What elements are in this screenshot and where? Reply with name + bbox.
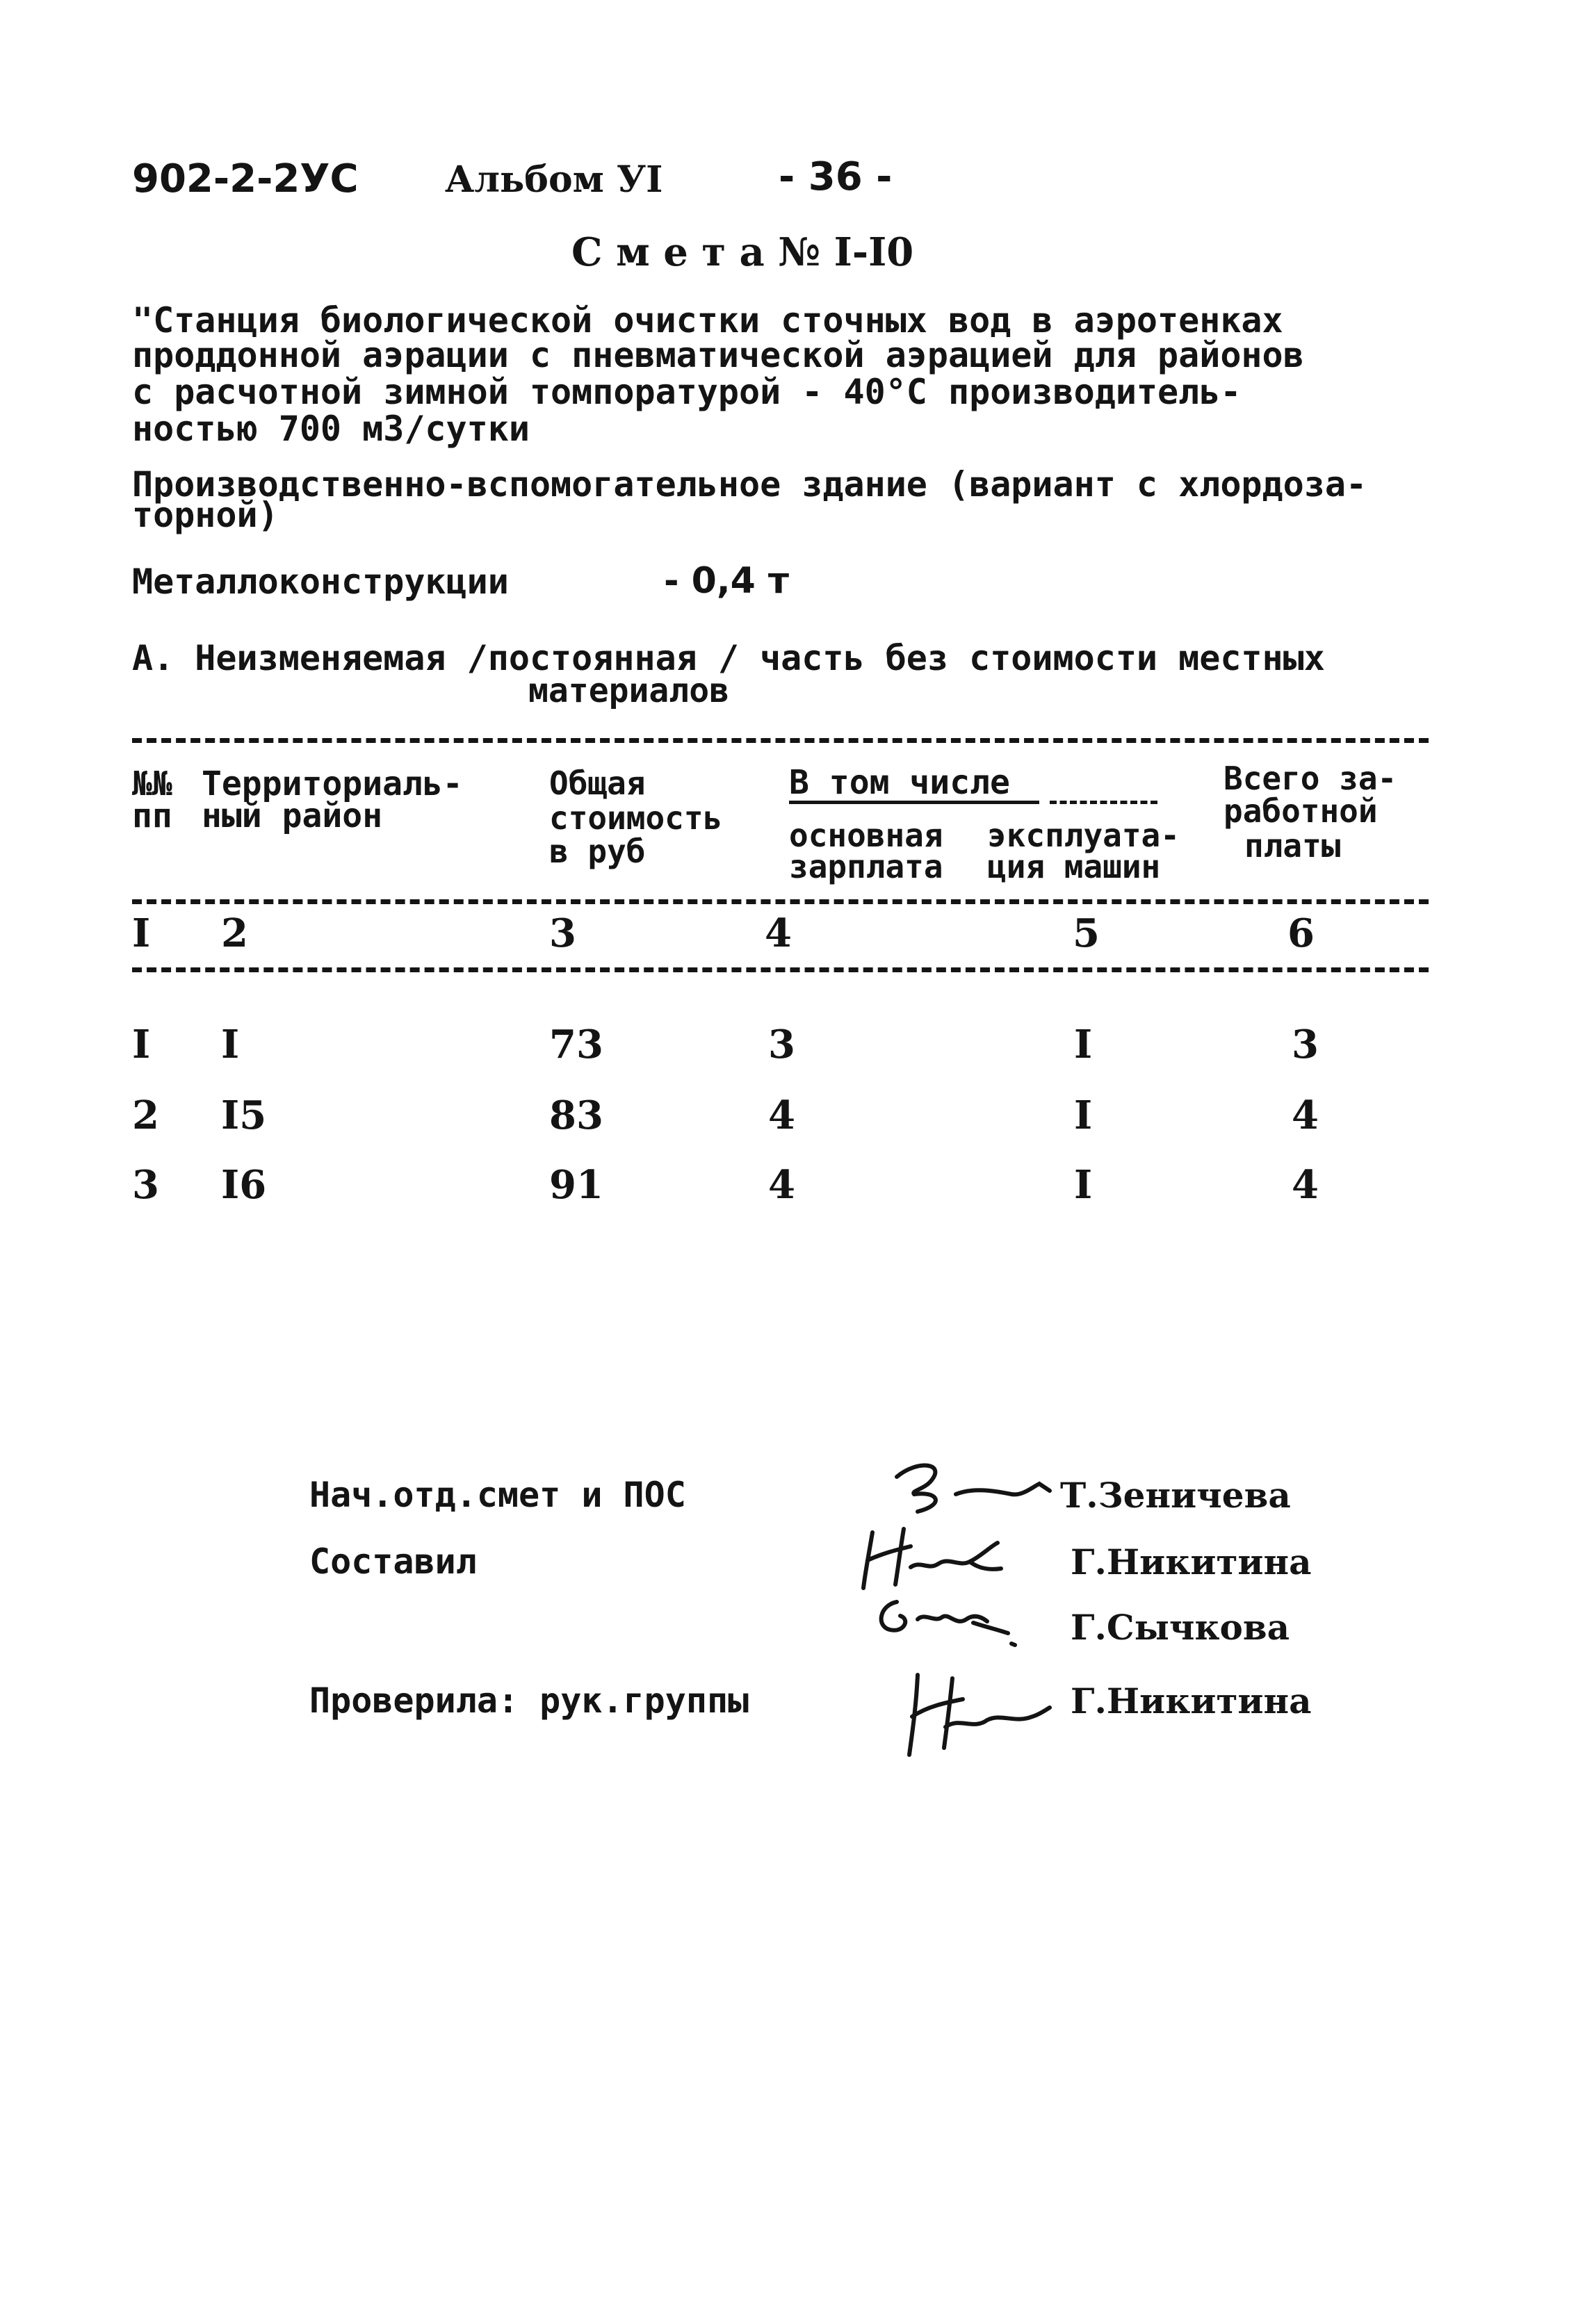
- row-machine-operation: I: [1074, 1162, 1093, 1208]
- header-base-salary: основная: [789, 817, 943, 854]
- header-machine-operation: эксплуата-: [987, 817, 1180, 854]
- header-number: №№: [132, 764, 172, 803]
- header-territory: Территориаль-: [202, 764, 463, 803]
- handwritten-signature-1: [890, 1456, 1071, 1519]
- signature-role: Проверила: рук.группы: [309, 1680, 749, 1721]
- description-line: с расчотной зимной томпоратурой - 40°С производитель-: [132, 372, 1242, 412]
- header-base-salary: зарплата: [789, 848, 943, 885]
- signature-name: Г.Никитина: [1071, 1680, 1312, 1721]
- column-number: I: [132, 910, 151, 956]
- album-label: Альбом УI: [445, 158, 663, 201]
- row-total-wages: 4: [1292, 1093, 1319, 1138]
- row-number: 2: [132, 1093, 159, 1138]
- header-total-wages: работной: [1224, 792, 1378, 830]
- column-number: 5: [1073, 910, 1100, 956]
- signature-name: Т.Зеничева: [1060, 1475, 1291, 1516]
- section-a-line1: А. Неизменяемая /постоянная / часть без стоимости местных: [132, 638, 1325, 678]
- table-top-rule: [132, 738, 1429, 743]
- row-number: I: [132, 1022, 151, 1067]
- header-total-cost: в руб: [549, 833, 646, 870]
- building-line: торной): [132, 495, 279, 535]
- column-number: 4: [765, 910, 792, 956]
- table-header-rule: [132, 899, 1429, 904]
- row-total-cost: 73: [549, 1022, 603, 1067]
- table-numbers-rule: [132, 967, 1429, 972]
- signature-role: Нач.отд.смет и ПОС: [309, 1475, 686, 1515]
- header-total-cost: стоимость: [549, 799, 723, 837]
- header-including-underline: [789, 801, 1039, 804]
- header-number: пп: [132, 796, 172, 835]
- row-number: 3: [132, 1162, 159, 1208]
- column-number: 6: [1287, 910, 1315, 956]
- header-total-cost: Общая: [549, 764, 646, 802]
- row-total-cost: 83: [549, 1093, 603, 1138]
- row-total-wages: 4: [1292, 1162, 1319, 1208]
- header-territory: ный район: [202, 796, 383, 835]
- description-line: проддонной аэрации с пневматической аэрацией для районов: [132, 335, 1304, 375]
- signature-name: Г.Никитина: [1071, 1541, 1312, 1582]
- row-total-wages: 3: [1292, 1022, 1319, 1067]
- header-including: В том числе: [789, 763, 1010, 802]
- row-machine-operation: I: [1074, 1093, 1093, 1138]
- row-base-salary: 4: [768, 1093, 795, 1138]
- row-machine-operation: I: [1074, 1022, 1093, 1067]
- header-total-wages: платы: [1244, 827, 1341, 865]
- description-line: ностью 700 м3/сутки: [132, 409, 530, 449]
- column-number: 3: [549, 910, 576, 956]
- row-total-cost: 91: [549, 1162, 603, 1208]
- header-total-wages: Всего за-: [1224, 760, 1397, 797]
- signature-role: Составил: [309, 1541, 477, 1582]
- page-number: - 36 -: [779, 154, 893, 199]
- building-line: Производственно-вспомогательное здание (вариант с хлордоза-: [132, 464, 1367, 505]
- header-including-dashes: [1050, 801, 1157, 804]
- section-a-line2: материалов: [528, 671, 729, 710]
- signature-name: Г.Сычкова: [1071, 1607, 1290, 1648]
- document-code: 902-2-2УС: [132, 156, 359, 202]
- row-territory: I: [221, 1022, 240, 1067]
- row-territory: I5: [221, 1093, 267, 1138]
- metal-label: Металлоконструкции: [132, 562, 509, 602]
- description-line: "Станция биологической очистки сточных вод в аэротенках: [132, 300, 1283, 341]
- column-number: 2: [221, 910, 248, 956]
- row-base-salary: 3: [768, 1022, 795, 1067]
- metal-value: - 0,4 т: [664, 560, 790, 602]
- header-machine-operation: ция машин: [987, 848, 1161, 885]
- estimate-title: С м е т а № I-I0: [571, 229, 914, 275]
- handwritten-signature-4: [897, 1664, 1057, 1762]
- handwritten-signature-3: [869, 1588, 1029, 1658]
- row-base-salary: 4: [768, 1162, 795, 1208]
- row-territory: I6: [221, 1162, 267, 1208]
- handwritten-signature-2: [855, 1519, 1015, 1595]
